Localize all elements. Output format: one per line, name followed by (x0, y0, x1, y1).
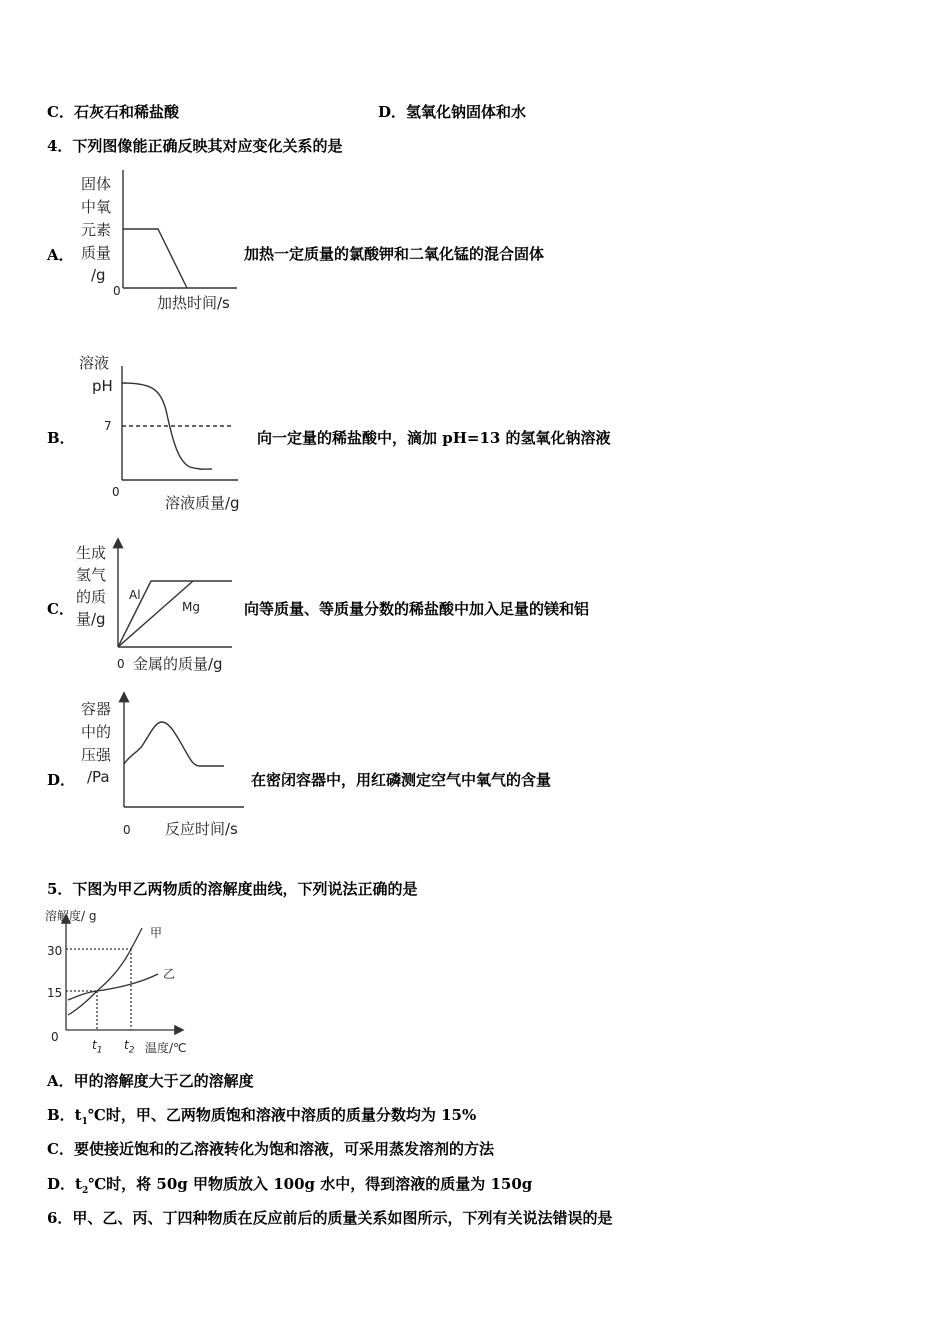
solubility-tick-15: 15 (47, 986, 63, 1000)
graph-c-ylabel-line: 氢气 (76, 566, 107, 584)
q4-option-d-text: 在密闭容器中，用红磷测定空气中氧气的含量 (251, 771, 552, 789)
graph-a-ylabel-line: 元素 (81, 221, 112, 239)
graph-d-origin: 0 (123, 823, 131, 837)
graph-d-ylabel-line: 压强 (81, 746, 112, 764)
q4-option-d-letter: D． (47, 771, 76, 789)
solubility-curve-yi (68, 974, 158, 1000)
q4-option-a-letter: A． (47, 246, 74, 264)
graph-a-xlabel: 加热时间/s (157, 294, 230, 312)
q5-stem: 5．下图为甲乙两物质的溶解度曲线，下列说法正确的是 (47, 880, 418, 898)
graph-c-series-al-label: Al (129, 588, 141, 602)
graph-a-origin: 0 (113, 284, 121, 298)
graph-d-ylabel-line: 容器 (81, 700, 112, 718)
solubility-xlabel: 温度/℃ (145, 1041, 187, 1055)
graph-c-mg-line (118, 581, 193, 647)
graph-d (124, 694, 244, 807)
q4-option-a-text: 加热一定质量的氯酸钾和二氧化锰的混合固体 (244, 245, 545, 263)
graph-d-curve (124, 722, 224, 766)
q3-option-c: C．石灰石和稀盐酸 (47, 103, 179, 121)
q5-option-b: B．$t_1℃$时，甲、乙两物质饱和溶液中溶质的质量分数均为 15% (47, 1106, 477, 1127)
graph-d-ylabel-line: 中的 (81, 723, 112, 741)
q6-stem: 6．甲、乙、丙、丁四种物质在反应前后的质量关系如图所示，下列有关说法错误的是 (47, 1209, 613, 1227)
graph-a-ylabel-line: /g (91, 266, 106, 284)
graph-a-ylabel-line: 中氧 (81, 198, 112, 216)
q4-option-c-letter: C． (47, 600, 74, 618)
graph-a (123, 170, 237, 288)
graph-b (122, 366, 238, 480)
graph-c-xlabel: 金属的质量/g (133, 655, 223, 673)
graph-c-ylabel-line: 量/g (76, 610, 106, 628)
graph-a-ylabel-line: 固体 (81, 175, 112, 193)
graph-d-ylabel-line: /Pa (87, 768, 110, 786)
solubility-curve-yi-label: 乙 (163, 967, 176, 981)
graph-c-series-mg-label: Mg (182, 600, 200, 614)
q4-option-b-letter: B． (47, 429, 75, 447)
q4-option-c-text: 向等质量、等质量分数的稀盐酸中加入足量的镁和铝 (244, 600, 590, 618)
q5-option-d: D．$t_2℃$时，将 50g 甲物质放入 100g 水中，得到溶液的质量为 150g (47, 1175, 533, 1196)
graph-a-ylabel-line: 质量 (81, 244, 112, 262)
solubility-tick-30: 30 (47, 944, 63, 958)
solubility-tick-t1: $t_1$ (92, 1038, 103, 1056)
graph-b-origin: 0 (112, 485, 120, 499)
graph-b-ylabel-line: pH (92, 377, 113, 395)
q4-option-b-text: 向一定量的稀盐酸中，滴加 pH=13 的氢氧化钠溶液 (257, 429, 611, 447)
graph-c (118, 540, 232, 647)
solubility-graph (66, 916, 182, 1030)
graph-c-al-line (118, 581, 232, 647)
graph-c-origin: 0 (117, 657, 125, 671)
graph-b-ylabel-line: 溶液 (79, 354, 110, 372)
q3-option-d: D．氢氧化钠固体和水 (378, 103, 527, 121)
graph-a-curve (123, 229, 187, 288)
q5-option-c: C．要使接近饱和的乙溶液转化为饱和溶液，可采用蒸发溶剂的方法 (47, 1140, 494, 1158)
graph-b-tick-7: 7 (104, 419, 112, 433)
solubility-ylabel: 溶解度/ g (45, 909, 97, 923)
graph-b-xlabel: 溶液质量/g (165, 494, 240, 512)
solubility-curve-jia-label: 甲 (150, 926, 163, 940)
solubility-tick-t2: $t_2$ (124, 1038, 135, 1056)
q4-stem: 4．下列图像能正确反映其对应变化关系的是 (47, 137, 343, 155)
graph-d-xlabel: 反应时间/s (165, 820, 238, 838)
graph-c-ylabel-line: 生成 (76, 544, 107, 562)
graph-c-ylabel-line: 的质 (76, 588, 107, 606)
q5-option-a: A．甲的溶解度大于乙的溶解度 (47, 1072, 254, 1090)
solubility-origin: 0 (51, 1030, 59, 1044)
